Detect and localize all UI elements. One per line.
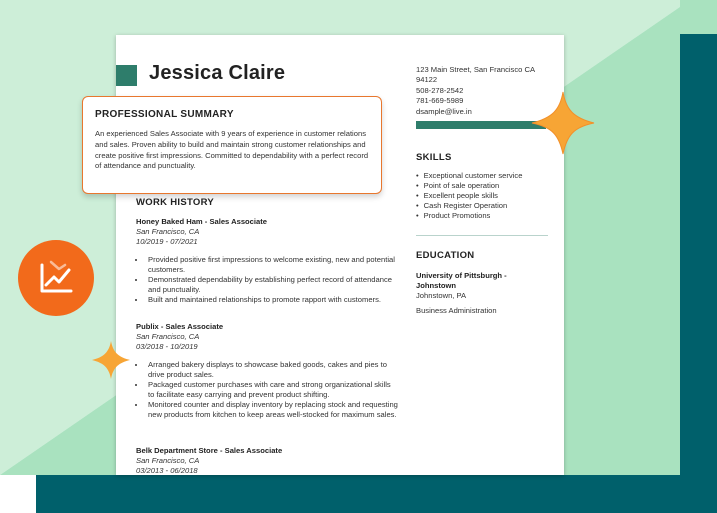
contact-info	[416, 65, 535, 117]
name-accent-block	[116, 65, 137, 86]
contact-phone-2: 781-669-5989	[416, 96, 464, 106]
candidate-name: Jessica Claire	[149, 62, 286, 84]
job-entry	[136, 322, 398, 420]
job-heading	[136, 322, 398, 332]
skills-list	[416, 171, 522, 221]
job-role: Sales Associate	[224, 446, 283, 455]
job-location: San Francisco, CA	[136, 456, 200, 465]
orange-star-icon	[91, 340, 131, 380]
job-bullet: • Provided positive first impressions to welcome existing, new and potential customers.	[146, 255, 398, 275]
education-heading: EDUCATION	[416, 250, 475, 261]
contact-address: 123 Main Street, San Francisco CA	[416, 65, 536, 74]
job-dates: 03/2018 - 10/2019	[136, 342, 198, 351]
job-separator: -	[202, 217, 210, 226]
skill-item: • Product Promotions	[416, 211, 522, 221]
skill-item: • Cash Register Operation	[416, 201, 522, 211]
job-bullets	[136, 255, 398, 305]
job-bullet: • Monitored counter and display inventory by replacing stock and requesting new products from kitchen to keep areas well-stocked for maximum sales.	[146, 400, 398, 420]
summary-text: An experienced Sales Associate with 9 years of experience in customer relations and sales. Proven ability to build and maintain strong customer relationships and create positive first impressions. Committed to dependability with a perfect record of attendance and punctuality.	[95, 129, 369, 171]
skills-heading: SKILLS	[416, 152, 452, 163]
education-location: Johnstown, PA	[416, 291, 467, 300]
section-divider	[416, 235, 548, 236]
job-separator: -	[217, 446, 225, 455]
job-role: Sales Associate	[209, 217, 267, 226]
contact-phone-1: 508-278-2542	[416, 85, 464, 95]
job-bullet: • Packaged customer purchases with care and strong organizational skills to facilitate easy carrying and prevent product shifting.	[146, 380, 398, 400]
work-history-heading: WORK HISTORY	[136, 197, 215, 208]
skill-item: • Exceptional customer service	[416, 171, 522, 181]
chart-badge-icon	[16, 238, 96, 318]
job-bullet: • Arranged bakery displays to showcase baked goods, cakes and pies to drive product sales.	[146, 360, 398, 380]
orange-star-icon	[530, 90, 596, 156]
job-company: Belk Department Store	[136, 446, 218, 455]
job-dates: 03/2013 - 06/2018	[136, 466, 198, 475]
skill-item: • Point of sale operation	[416, 181, 522, 191]
contact-email: dsample@live.in	[416, 106, 472, 116]
job-role: Sales Associate	[165, 322, 224, 331]
job-company: Publix	[136, 322, 159, 331]
job-company: Honey Baked Ham	[136, 217, 203, 226]
job-heading	[136, 446, 398, 456]
summary-heading: PROFESSIONAL SUMMARY	[95, 109, 234, 120]
education-school: University of Pittsburgh - Johnstown	[416, 271, 507, 290]
contact-accent-bar	[416, 121, 546, 129]
job-heading	[136, 217, 398, 227]
job-bullet: • Built and maintained relationships to promote rapport with customers.	[146, 295, 398, 305]
job-bullet: • Demonstrated dependability by establishing perfect record of attendance and punctuality.	[146, 275, 398, 295]
job-entry	[136, 217, 398, 305]
job-location: San Francisco, CA	[136, 332, 200, 341]
job-separator: -	[158, 322, 166, 331]
job-bullets	[136, 360, 398, 420]
job-location: San Francisco, CA	[136, 227, 200, 236]
professional-summary-card	[82, 96, 382, 194]
job-dates: 10/2019 - 07/2021	[136, 237, 198, 246]
job-entry	[136, 446, 398, 475]
contact-zip: 94122	[416, 75, 438, 85]
skill-item: • Excellent people skills	[416, 191, 522, 201]
education-degree: Business Administration	[416, 306, 497, 315]
